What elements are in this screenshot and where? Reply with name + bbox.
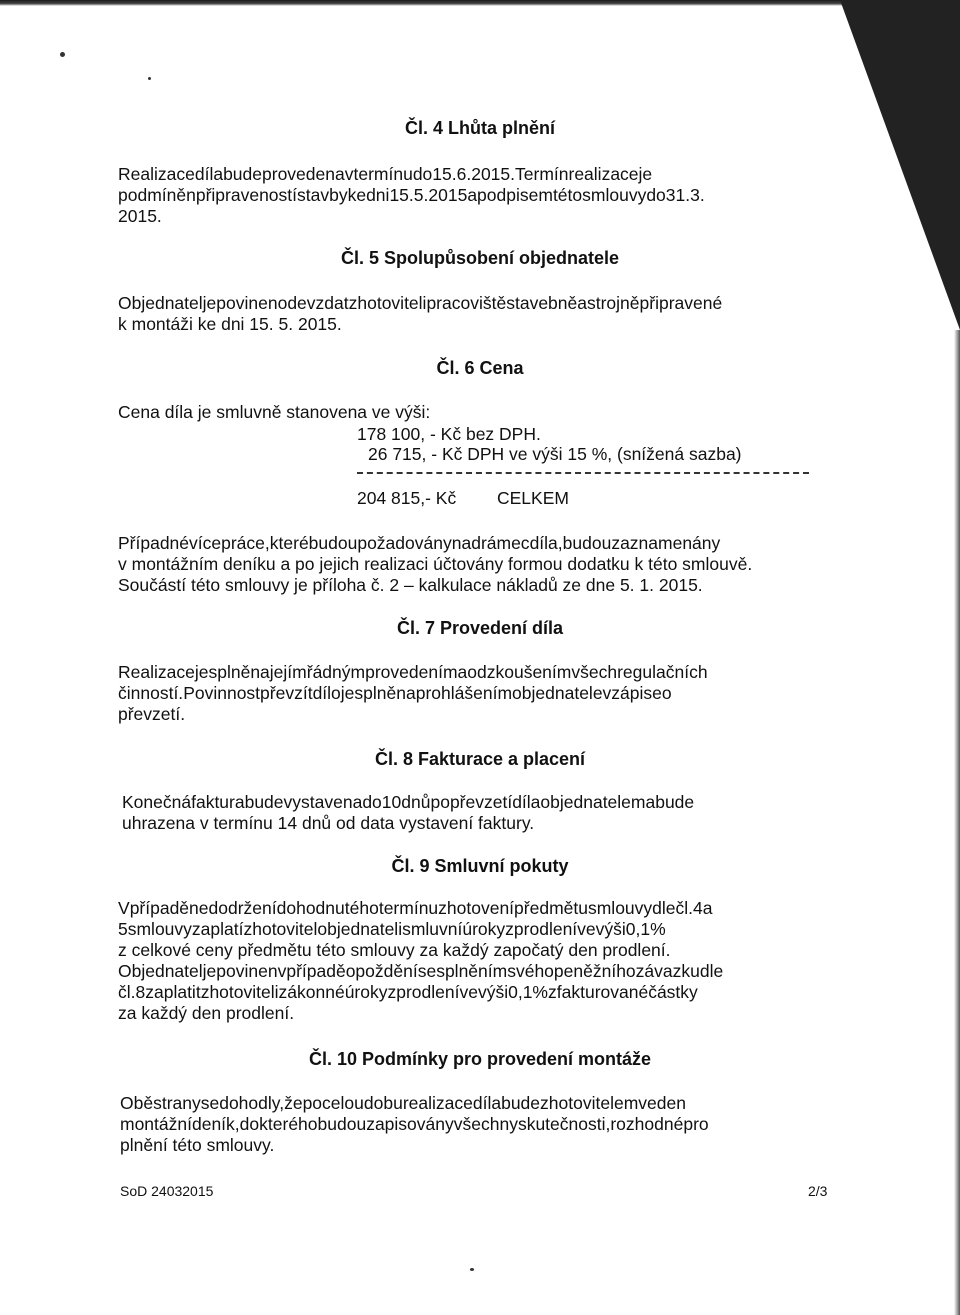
text-line: montážnídeník,dokteréhobudouzapisoványvšechnyskutečnosti,rozhodnépro <box>120 1114 709 1134</box>
price-total-amount: 204 815,- Kč <box>357 488 457 508</box>
paragraph-art7 <box>118 662 827 725</box>
text-line: 2015. <box>118 206 162 226</box>
price-net: 178 100, - Kč bez DPH. <box>357 424 541 444</box>
footer-page-number: 2/3 <box>808 1183 828 1199</box>
paragraph-art4 <box>118 164 825 227</box>
text-line: Realizacejesplněnajejímřádnýmprovedenímaodzkoušenímvšechregulačních <box>118 662 708 682</box>
heading-art5: Čl. 5 Spolupůsobení objednatele <box>340 248 620 268</box>
scan-speck <box>470 1268 474 1271</box>
heading-art7: Čl. 7 Provedení díla <box>396 618 564 638</box>
text-line: Objednateljepovinenodevzdatzhotovitelipracovištěstavebněastrojněpřipravené <box>118 293 723 313</box>
text-line: Oběstranysedohodly,žepoceloudoburealizacedílabudezhotovitelemveden <box>120 1093 686 1113</box>
scan-edge-right <box>840 0 960 1315</box>
text-line: z celkové ceny předmětu této smlouvy za každý započatý den prodlení. <box>118 940 671 960</box>
text-line: Konečnáfakturabudevystavenado10dnůpopřevzetídílaobjednatelemabude <box>122 792 695 812</box>
text-line: Objednateljepovinenvpřípaděopožděnísesplněnímsvéhopeněžníhozávazkudle <box>118 961 724 981</box>
paragraph-art10 <box>120 1093 830 1156</box>
text-line: čl.8zaplatitzhotovitelizákonnéúrokyzprodlenívevýši0,1%zfakturovanéčástky <box>118 982 698 1002</box>
heading-art6: Čl. 6 Cena <box>436 358 524 378</box>
text-line: činností.Povinnostpřevzítdílojesplněnaprohlášenímobjednatelevzápiseo <box>118 683 672 703</box>
price-vat: 26 715, - Kč DPH ve výši 15 %, (snížená sazba) <box>368 444 742 464</box>
scan-speck <box>148 77 151 80</box>
text-line: podmíněnpřipravenostístavbykedni15.5.2015apodpisemtétosmlouvydo31.3. <box>118 185 705 205</box>
text-line: v montážním deníku a po jejich realizaci účtovány formou dodatku k této smlouvě. <box>118 554 753 574</box>
text-line: za každý den prodlení. <box>118 1003 295 1023</box>
price-total-label: CELKEM <box>497 488 569 508</box>
text-line: 5smlouvyzaplatízhotovitelobjednatelismluvníúrokyzprodlenívevýši0,1% <box>118 919 666 939</box>
heading-art9: Čl. 9 Smluvní pokuty <box>391 856 569 876</box>
scan-speck <box>60 52 65 57</box>
heading-art8: Čl. 8 Fakturace a placení <box>374 749 586 769</box>
dashed-separator <box>357 472 809 474</box>
text-line: k montáži ke dni 15. 5. 2015. <box>118 314 342 334</box>
text-line: Součástí této smlouvy je příloha č. 2 – kalkulace nákladů ze dne 5. 1. 2015. <box>118 575 703 595</box>
paragraph-art5 <box>118 293 830 335</box>
text-line: převzetí. <box>118 704 186 724</box>
scan-edge-top <box>0 0 960 6</box>
text-line: uhrazena v termínu 14 dnů od data vystavení faktury. <box>122 813 535 833</box>
text-line: Vpřípaděnedodrženídohodnutéhotermínuzhotovenípředmětusmlouvydlečl.4a <box>118 898 713 918</box>
footer-doc-id: SoD 24032015 <box>120 1183 214 1199</box>
text-line: Realizacedílabudeprovedenavtermínudo15.6.2015.Termínrealizaceje <box>118 164 653 184</box>
paragraph-art9 <box>118 898 830 1024</box>
text-line: plnění této smlouvy. <box>120 1135 275 1155</box>
paragraph-art6 <box>118 533 827 596</box>
price-intro: Cena díla je smluvně stanovena ve výši: <box>118 402 431 422</box>
heading-art4: Čl. 4 Lhůta plnění <box>404 118 555 138</box>
heading-art10: Čl. 10 Podmínky pro provedení montáže <box>308 1049 652 1069</box>
paragraph-art8 <box>122 792 828 834</box>
text-line: Případnévícepráce,kterébudoupožadoványnadrámecdíla,budouzaznamenány <box>118 533 721 553</box>
